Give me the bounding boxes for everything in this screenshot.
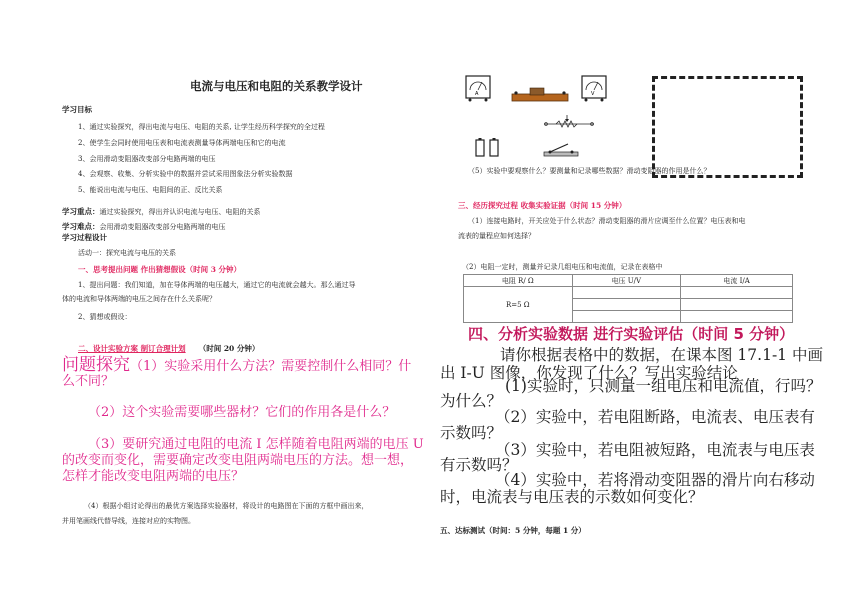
section-3-heading: 三、经历探究过程 收集实验证据（时间 15 分钟） <box>458 201 627 210</box>
svg-text:V: V <box>591 91 595 97</box>
section-4-question-3: （3）实验中，若电阻被短路，电流表与电压表 <box>495 441 815 459</box>
table-cell[interactable] <box>681 287 793 299</box>
goal-item: 1、通过实验探究，得出电流与电压、电阻的关系, 让学生经历科学探究的全过程 <box>78 123 325 131</box>
section-3-question-1: （1）连接电路时，开关应处于什么状态？滑动变阻器的滑片应调至什么位置？电压表和电 <box>468 217 746 225</box>
goal-item: 2、使学生会同时使用电压表和电流表测量导体两端电压和它的电流 <box>78 139 286 147</box>
section-4-question-4: （4）实验中，若将滑动变阻器的滑片向右移动 <box>495 471 815 489</box>
table-cell[interactable] <box>572 299 681 311</box>
section-2-heading: 二、设计实验方案 制订合理计划 <box>78 344 186 353</box>
section-2-time: （时间 20 分钟） <box>198 344 260 353</box>
section-4-question-4-cont: 时，电流表与电压表的示数如何变化？ <box>440 488 704 506</box>
inquiry-question-3: （3）要研究通过电阻的电流 I 怎样随着电阻两端的电压 U <box>88 437 424 452</box>
section-4-heading: 四、分析实验数据 进行实验评估（时间 5 分钟） <box>468 325 795 343</box>
section-1-heading: 一、思考提出问题 作出猜想假设（时间 3 分钟） <box>78 265 242 274</box>
resistor-board-icon <box>512 88 568 101</box>
table-cell: R=5 Ω <box>464 287 573 323</box>
activity-title: 活动一：探究电流与电压的关系 <box>78 249 176 257</box>
section-1-question-2: 2、猜想或假设： <box>78 313 132 321</box>
table-header: 电流 I/A <box>681 275 793 287</box>
key-point-label: 学习重点： <box>62 207 100 216</box>
section-3-question-1-cont: 流表的量程应如何选择？ <box>458 232 535 240</box>
difficulty-text: 会用滑动变阻器改变部分电路两端的电压 <box>99 223 226 231</box>
section-4-question-1-cont: 为什么？ <box>440 392 503 410</box>
table-header: 电阻 R/ Ω <box>464 275 573 287</box>
inquiry-question-3-cont: 的改变而变化，需要确定改变电阻两端电压的方法。想一想， <box>62 453 414 468</box>
inquiry-title: 问题探究 <box>62 355 130 375</box>
apparatus-illustration <box>460 72 640 164</box>
svg-text:A: A <box>475 91 479 97</box>
battery-icon <box>476 138 498 156</box>
section-4-question-2: （2）实验中，若电阻断路，电流表、电压表有 <box>495 408 815 426</box>
inquiry-question-2: （2）这个实验需要哪些器材？它们的作用各是什么？ <box>88 405 396 420</box>
voltmeter-icon <box>582 76 606 102</box>
inquiry-question-4-cont: 并用笔画线代替导线，连接对应的实物图。 <box>62 517 195 525</box>
process-heading: 学习过程设计 <box>62 233 107 242</box>
table-header: 电压 U/V <box>572 275 681 287</box>
section-1-question-1: 1、提出问题：我们知道，加在导体两端的电压越大，通过它的电流就会越大。那么通过导 <box>78 281 356 289</box>
goal-item: 5、能说出电流与电压、电阻间的正、反比关系 <box>78 186 223 194</box>
table-cell[interactable] <box>681 311 793 323</box>
goal-item: 4、会观察、收集、分析实验中的数据并尝试采用图象法分析实验数据 <box>78 170 293 178</box>
section-3-question-2: （2）电阻一定时，测量并记录几组电压和电流值，记录在表格中 <box>462 263 663 271</box>
goal-item: 3、会用滑动变阻器改变部分电路两端的电压 <box>78 155 216 163</box>
table-cell[interactable] <box>572 287 681 299</box>
switch-icon <box>544 144 578 156</box>
difficulty-label: 学习难点： <box>62 222 100 231</box>
question-5: （5）实验中要观察什么？要测量和记录哪些数据？滑动变阻器的作用是什么？ <box>468 167 711 175</box>
table-row <box>464 287 793 299</box>
inquiry-question-1: （1）实验采用什么方法？需要控制什么相同？什 <box>130 359 412 374</box>
key-point-text: 通过实验探究，得出并认识电流与电压、电阻的关系 <box>99 208 261 216</box>
difficulty-row <box>62 214 226 233</box>
section-4-paragraph-cont: 出 I-U 图像，你发现了什么？写出实验结论 <box>440 364 738 382</box>
inquiry-question-4: （4）根据小组讨论得出的最优方案选择实验器材，将设计的电路图在下面的方框中画出来， <box>84 502 369 510</box>
section-4-question-1: (1)实验时，只测量一组电压和电流值，行吗？ <box>505 377 822 395</box>
section-4-question-3-cont: 有示数吗？ <box>440 456 518 474</box>
inquiry-question-1-cont: 么不同？ <box>62 374 115 389</box>
ammeter-icon <box>466 76 490 102</box>
page-title: 电流与电压和电阻的关系教学设计 <box>190 79 363 93</box>
data-table <box>463 274 793 323</box>
table-cell[interactable] <box>572 311 681 323</box>
inquiry-question-3-cont: 怎样才能改变电阻两端的电压？ <box>62 469 245 484</box>
section-1-question-1-cont: 体的电流和导体两端的电压之间存在什么关系呢？ <box>62 295 216 303</box>
inquiry-row <box>62 350 411 375</box>
rheostat-icon <box>544 115 594 127</box>
section-4-paragraph: 请你根据表格中的数据，在课本图 17.1-1 中画 <box>500 346 823 364</box>
section-5-heading: 五、达标测试（时间：5 分钟，每题 1 分） <box>440 526 586 535</box>
table-header-row <box>464 275 793 287</box>
table-cell[interactable] <box>681 299 793 311</box>
circuit-drawing-box <box>652 76 803 178</box>
goals-heading: 学习目标 <box>62 105 92 114</box>
section-4-question-2-cont: 示数吗？ <box>440 424 503 442</box>
